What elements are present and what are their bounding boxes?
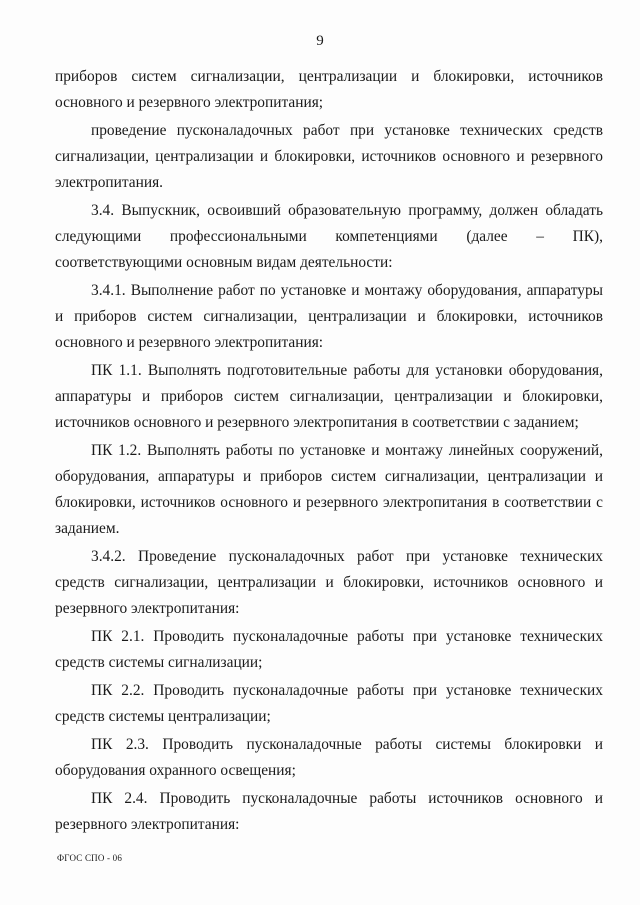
paragraph-section-3-4: 3.4. Выпускник, освоивший образовательную программу, должен обладать следующими профессиональными компетенциями (далее – ПК), соответствующими основным видам деятельности: (55, 202, 603, 271)
paragraph-pk-2-3: ПК 2.3. Проводить пусконаладочные работы системы блокировки и оборудования охранного освещения; (55, 736, 603, 779)
paragraph-pk-2-4: ПК 2.4. Проводить пусконаладочные работы источников основного и резервного электропитания: (55, 790, 603, 833)
paragraph-pk-2-2: ПК 2.2. Проводить пусконаладочные работы при установке технических средств системы централизации; (55, 682, 603, 725)
paragraph-commissioning-works: проведение пусконаладочных работ при установке технических средств сигнализации, централизации и блокировки, источников основного и резервного электропитания. (55, 122, 603, 191)
paragraph-section-3-4-2: 3.4.2. Проведение пусконаладочных работ при установке технических средств сигнализации, централизации и блокировки, источников основного и резервного электропитания: (55, 548, 603, 617)
paragraph-pk-1-2: ПК 1.2. Выполнять работы по установке и монтажу линейных сооружений, оборудования, аппаратуры и приборов систем сигнализации, централизации и блокировки, источников основного и резервного электропитания в соответствии с заданием. (55, 442, 603, 537)
paragraph-pk-1-1: ПК 1.1. Выполнять подготовительные работы для установки оборудования, аппаратуры и приборов систем сигнализации, централизации и блокировки, источников основного и резервного электропитания в соответствии с заданием; (55, 362, 603, 431)
paragraph-section-3-4-1: 3.4.1. Выполнение работ по установке и монтажу оборудования, аппаратуры и приборов систем сигнализации, централизации и блокировки, источников основного и резервного электропитания: (55, 282, 603, 351)
footer-standard-code: ФГОС СПО - 06 (57, 853, 123, 863)
document-body (55, 64, 603, 840)
paragraph-pk-2-1: ПК 2.1. Проводить пусконаладочные работы при установке технических средств системы сигнализации; (55, 628, 603, 671)
paragraph-continuation: приборов систем сигнализации, централизации и блокировки, источников основного и резервного электропитания; (55, 68, 603, 111)
page-number: 9 (316, 33, 324, 49)
